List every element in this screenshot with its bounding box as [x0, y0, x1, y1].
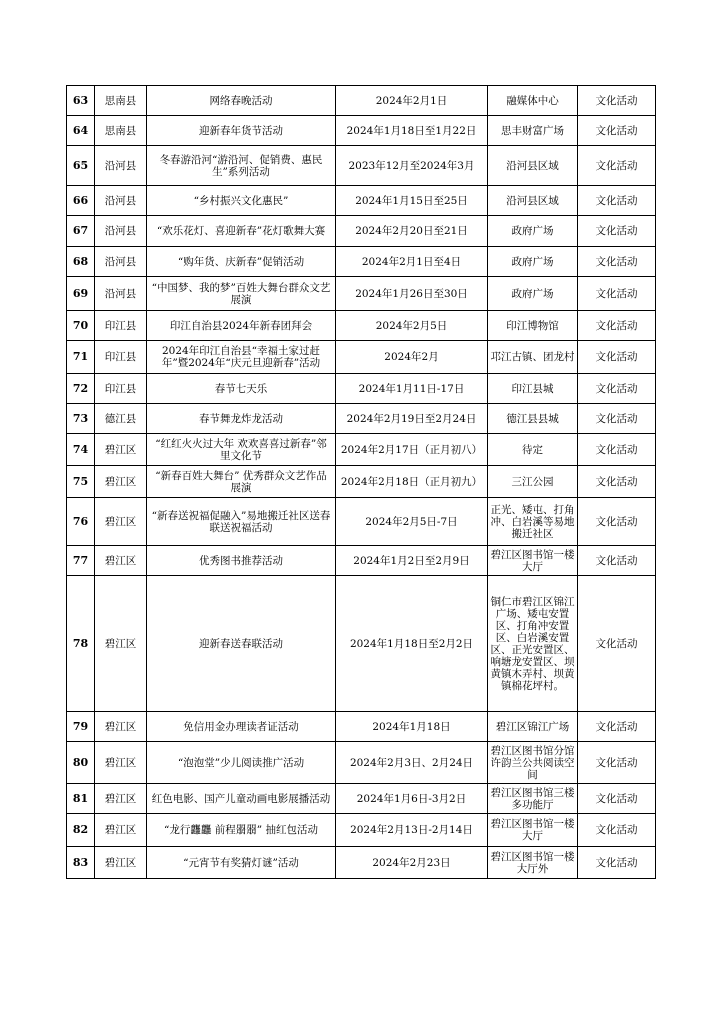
- activity-type-cell: 文化活动: [578, 341, 656, 374]
- activity-type-cell: 文化活动: [578, 712, 656, 742]
- table-row: [67, 434, 656, 466]
- table-row: [67, 847, 656, 879]
- table-row: [67, 116, 656, 146]
- row-number: 75: [67, 466, 95, 498]
- venue-cell: 碧江区图书馆一楼大厅: [488, 546, 578, 576]
- activity-type-cell: 文化活动: [578, 546, 656, 576]
- event-name-cell: 2024年印江自治县“幸福土家过赶年”暨2024年“庆元旦迎新春”活动: [147, 341, 336, 374]
- county-cell: 碧江区: [95, 814, 147, 847]
- event-name-cell: 迎新春年货节活动: [147, 116, 336, 146]
- event-name-cell: “新春送祝福促融入”易地搬迁社区送春联送祝福活动: [147, 498, 336, 546]
- table-row: [67, 374, 656, 404]
- county-cell: 碧江区: [95, 742, 147, 784]
- event-name-cell: 迎新春送春联活动: [147, 576, 336, 712]
- event-name-cell: 网络春晚活动: [147, 86, 336, 116]
- row-number: 79: [67, 712, 95, 742]
- county-cell: 沿河县: [95, 186, 147, 216]
- table-row: [67, 341, 656, 374]
- venue-cell: 碧江区图书馆三楼多功能厅: [488, 784, 578, 814]
- event-name-cell: 冬春游沿河“游沿河、促销费、惠民生”系列活动: [147, 146, 336, 186]
- venue-cell: 政府广场: [488, 247, 578, 277]
- date-cell: 2024年1月15日至25日: [336, 186, 488, 216]
- row-number: 72: [67, 374, 95, 404]
- county-cell: 沿河县: [95, 247, 147, 277]
- table-row: [67, 742, 656, 784]
- activity-type-cell: 文化活动: [578, 186, 656, 216]
- table-row: [67, 247, 656, 277]
- row-number: 71: [67, 341, 95, 374]
- row-number: 74: [67, 434, 95, 466]
- venue-cell: 政府广场: [488, 216, 578, 247]
- date-cell: 2024年1月18日至2月2日: [336, 576, 488, 712]
- date-cell: 2024年2月3日、2月24日: [336, 742, 488, 784]
- county-cell: 思南县: [95, 86, 147, 116]
- activity-type-cell: 文化活动: [578, 784, 656, 814]
- venue-cell: 沿河县区域: [488, 186, 578, 216]
- date-cell: 2024年2月13日-2月14日: [336, 814, 488, 847]
- activity-type-cell: 文化活动: [578, 146, 656, 186]
- activity-type-cell: 文化活动: [578, 847, 656, 879]
- event-name-cell: “欢乐花灯、喜迎新春”花灯歌舞大赛: [147, 216, 336, 247]
- venue-cell: 思丰财富广场: [488, 116, 578, 146]
- date-cell: 2024年2月17日（正月初八）: [336, 434, 488, 466]
- activity-type-cell: 文化活动: [578, 311, 656, 341]
- table-row: [67, 146, 656, 186]
- row-number: 64: [67, 116, 95, 146]
- activity-type-cell: 文化活动: [578, 498, 656, 546]
- date-cell: 2024年1月11日-17日: [336, 374, 488, 404]
- county-cell: 碧江区: [95, 784, 147, 814]
- date-cell: 2024年2月23日: [336, 847, 488, 879]
- table-row: [67, 784, 656, 814]
- date-cell: 2024年1月18日: [336, 712, 488, 742]
- activity-type-cell: 文化活动: [578, 404, 656, 434]
- row-number: 69: [67, 277, 95, 311]
- date-cell: 2024年2月5日-7日: [336, 498, 488, 546]
- county-cell: 印江县: [95, 311, 147, 341]
- county-cell: 德江县: [95, 404, 147, 434]
- venue-cell: 碧江区图书馆分馆许韵兰公共阅读空间: [488, 742, 578, 784]
- event-name-cell: 春节七天乐: [147, 374, 336, 404]
- venue-cell: 印江博物馆: [488, 311, 578, 341]
- county-cell: 碧江区: [95, 498, 147, 546]
- row-number: 82: [67, 814, 95, 847]
- date-cell: 2024年1月26日至30日: [336, 277, 488, 311]
- venue-cell: 政府广场: [488, 277, 578, 311]
- row-number: 78: [67, 576, 95, 712]
- row-number: 66: [67, 186, 95, 216]
- date-cell: 2024年1月18日至1月22日: [336, 116, 488, 146]
- venue-cell: 碧江区锦江广场: [488, 712, 578, 742]
- row-number: 68: [67, 247, 95, 277]
- activity-type-cell: 文化活动: [578, 216, 656, 247]
- table-row: [67, 546, 656, 576]
- venue-cell: 沿河县区域: [488, 146, 578, 186]
- venue-cell: 待定: [488, 434, 578, 466]
- venue-cell: 三江公园: [488, 466, 578, 498]
- venue-cell: 碧江区图书馆一楼大厅外: [488, 847, 578, 879]
- activity-type-cell: 文化活动: [578, 247, 656, 277]
- activity-type-cell: 文化活动: [578, 86, 656, 116]
- county-cell: 碧江区: [95, 576, 147, 712]
- date-cell: 2024年2月20日至21日: [336, 216, 488, 247]
- row-number: 67: [67, 216, 95, 247]
- table-row: [67, 712, 656, 742]
- venue-cell: 融媒体中心: [488, 86, 578, 116]
- table-row: [67, 311, 656, 341]
- event-name-cell: “泡泡堂”少儿阅读推广活动: [147, 742, 336, 784]
- activity-type-cell: 文化活动: [578, 576, 656, 712]
- table-row: [67, 814, 656, 847]
- row-number: 63: [67, 86, 95, 116]
- county-cell: 碧江区: [95, 466, 147, 498]
- activity-type-cell: 文化活动: [578, 116, 656, 146]
- date-cell: 2024年1月2日至2月9日: [336, 546, 488, 576]
- date-cell: 2024年2月1日: [336, 86, 488, 116]
- county-cell: 思南县: [95, 116, 147, 146]
- row-number: 83: [67, 847, 95, 879]
- table-row: [67, 404, 656, 434]
- table-row: [67, 216, 656, 247]
- event-name-cell: “中国梦、我的梦”百姓大舞台群众文艺展演: [147, 277, 336, 311]
- row-number: 70: [67, 311, 95, 341]
- county-cell: 碧江区: [95, 847, 147, 879]
- venue-cell: 德江县县城: [488, 404, 578, 434]
- row-number: 77: [67, 546, 95, 576]
- event-name-cell: “乡村振兴文化惠民”: [147, 186, 336, 216]
- table-row: [67, 86, 656, 116]
- date-cell: 2023年12月至2024年3月: [336, 146, 488, 186]
- activity-type-cell: 文化活动: [578, 466, 656, 498]
- activity-type-cell: 文化活动: [578, 434, 656, 466]
- venue-cell: 铜仁市碧江区锦江广场、矮屯安置区、打角冲安置区、白岩溪安置区、正光安置区、响塘龙安置区、坝黄镇木弄村、坝黄镇棉花坪村。: [488, 576, 578, 712]
- activity-type-cell: 文化活动: [578, 374, 656, 404]
- table-row: [67, 498, 656, 546]
- row-number: 73: [67, 404, 95, 434]
- event-name-cell: “龙行龘龘 前程朤朤” 抽红包活动: [147, 814, 336, 847]
- date-cell: 2024年2月18日（正月初九）: [336, 466, 488, 498]
- county-cell: 沿河县: [95, 277, 147, 311]
- date-cell: 2024年2月: [336, 341, 488, 374]
- venue-cell: 碧江区图书馆一楼大厅: [488, 814, 578, 847]
- county-cell: 碧江区: [95, 434, 147, 466]
- table-body: [67, 86, 656, 879]
- county-cell: 沿河县: [95, 216, 147, 247]
- activity-type-cell: 文化活动: [578, 277, 656, 311]
- county-cell: 碧江区: [95, 546, 147, 576]
- county-cell: 印江县: [95, 374, 147, 404]
- venue-cell: 邛江古镇、团龙村: [488, 341, 578, 374]
- event-name-cell: 免信用金办理读者证活动: [147, 712, 336, 742]
- venue-cell: 正光、矮屯、打角冲、白岩溪等易地搬迁社区: [488, 498, 578, 546]
- date-cell: 2024年2月5日: [336, 311, 488, 341]
- table-row: [67, 466, 656, 498]
- event-name-cell: “新春百姓大舞台” 优秀群众文艺作品展演: [147, 466, 336, 498]
- row-number: 80: [67, 742, 95, 784]
- date-cell: 2024年1月6日-3月2日: [336, 784, 488, 814]
- event-name-cell: 红色电影、国产儿童动画电影展播活动: [147, 784, 336, 814]
- date-cell: 2024年2月1日至4日: [336, 247, 488, 277]
- activity-type-cell: 文化活动: [578, 742, 656, 784]
- table-row: [67, 186, 656, 216]
- venue-cell: 印江县城: [488, 374, 578, 404]
- event-name-cell: “元宵节有奖猜灯谜”活动: [147, 847, 336, 879]
- county-cell: 沿河县: [95, 146, 147, 186]
- county-cell: 印江县: [95, 341, 147, 374]
- date-cell: 2024年2月19日至2月24日: [336, 404, 488, 434]
- activity-table: [66, 85, 656, 879]
- row-number: 81: [67, 784, 95, 814]
- event-name-cell: “购年货、庆新春”促销活动: [147, 247, 336, 277]
- event-name-cell: 优秀图书推荐活动: [147, 546, 336, 576]
- event-name-cell: “红红火火过大年 欢欢喜喜过新春”邻里文化节: [147, 434, 336, 466]
- row-number: 65: [67, 146, 95, 186]
- event-name-cell: 春节舞龙炸龙活动: [147, 404, 336, 434]
- table-row: [67, 576, 656, 712]
- county-cell: 碧江区: [95, 712, 147, 742]
- activity-type-cell: 文化活动: [578, 814, 656, 847]
- table-row: [67, 277, 656, 311]
- row-number: 76: [67, 498, 95, 546]
- event-name-cell: 印江自治县2024年新春团拜会: [147, 311, 336, 341]
